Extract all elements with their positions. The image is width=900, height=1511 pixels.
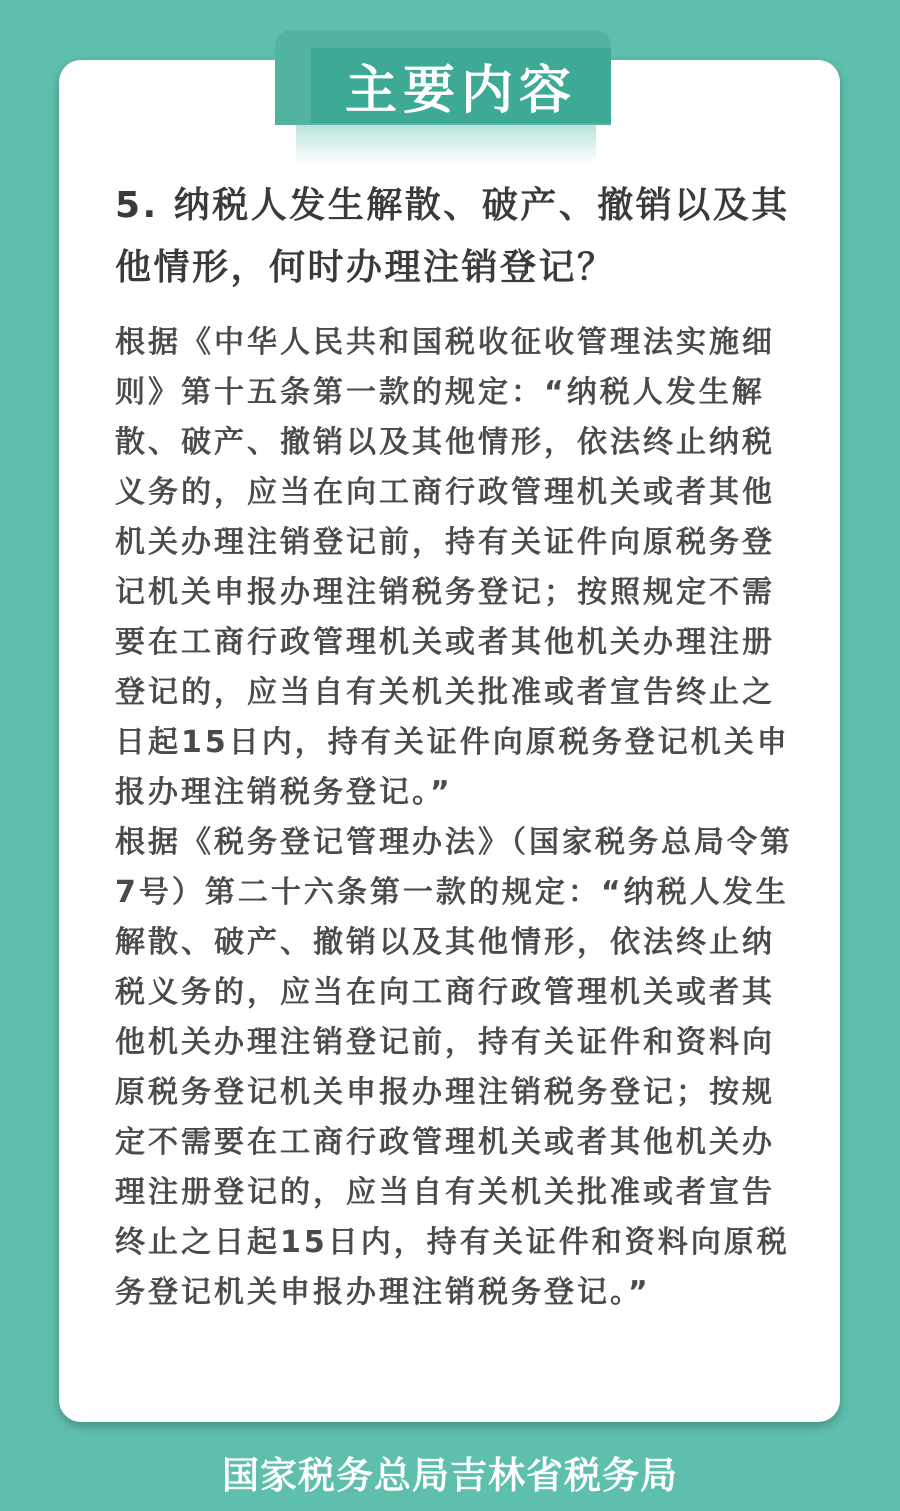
question-heading: 5. 纳税人发生解散、破产、撤销以及其他情形，何时办理注销登记？ xyxy=(115,185,790,288)
answer-paragraph-1: 根据《中华人民共和国税收征收管理法实施细则》第十五条第一款的规定：“纳税人发生解散、破产、撤销以及其他情形，依法终止纳税义务的，应当在向工商行政管理机关或者其他机关办理注销登记前，持有关证件向原税务登记机关申报办理注销税务登记；按照规定不需要在工商行政管理机关或者其他机关办理注册登记的，应当自有关机关批准或者宣告终止之日起15日内，持有关证件向原税务登记机关申报办理注销税务登记。” xyxy=(115,325,790,810)
answer-paragraph-2: 根据《税务登记管理办法》（国家税务总局令第7号）第二十六条第一款的规定：“纳税人发生解散、破产、撤销以及其他情形，依法终止纳税义务的，应当在向工商行政管理机关或者其他机关办理注销登记前，持有关证件和资料向原税务登记机关申报办理注销税务登记；按规定不需要在工商行政管理机关或者其他机关办理注册登记的，应当自有关机关批准或者宣告终止之日起15日内，持有关证件和资料向原税务登记机关申报办理注销税务登记。” xyxy=(115,825,793,1310)
title-banner-glow xyxy=(296,124,596,164)
section-title-banner xyxy=(311,48,611,123)
section-title: 主要内容 xyxy=(344,61,577,121)
answer-body xyxy=(115,318,795,1318)
footer-organization: 国家税务总局吉林省税务局 xyxy=(222,1454,678,1497)
